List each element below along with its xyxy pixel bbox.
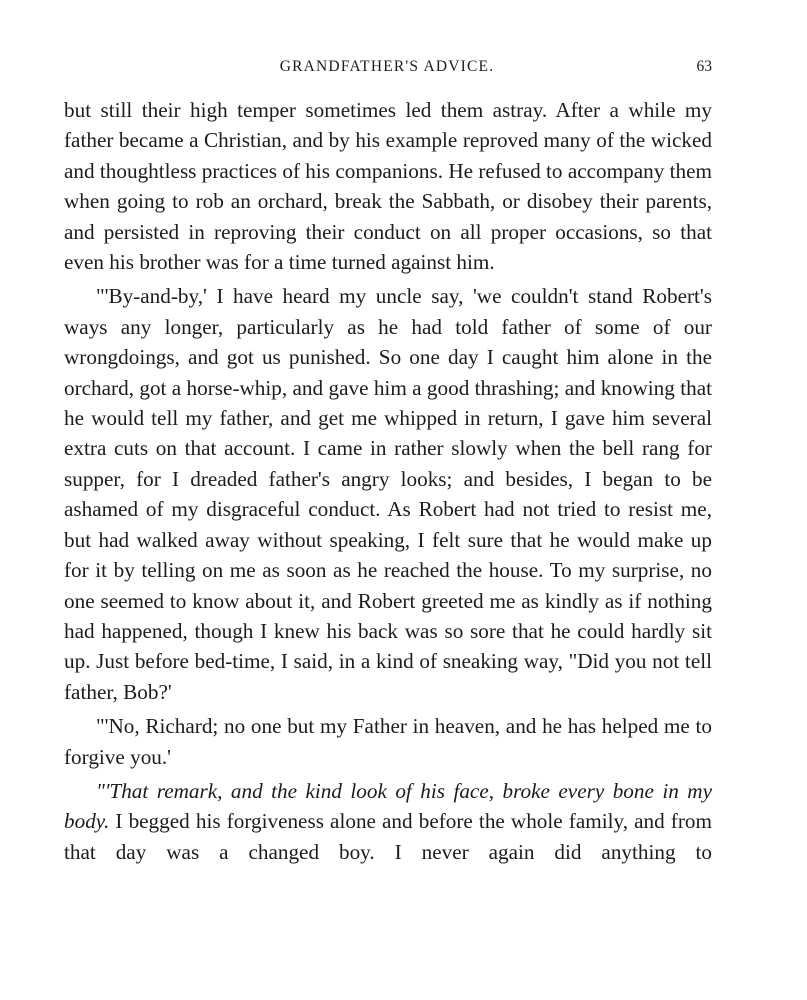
paragraph-4 bbox=[64, 776, 712, 867]
body-text bbox=[64, 95, 712, 871]
page-number: 63 bbox=[696, 58, 712, 75]
paragraph-1: but still their high temper sometimes led them astray. After a while my father became a Christian, and by his example reproved many of the wicked and thoughtless practices of his companions. He refused to accompany them when going to rob an orchard, break the Sabbath, or disobey their parents, and persisted in reproving their conduct on all proper occasions, so that even his brother was for a time turned against him. bbox=[64, 98, 712, 275]
italic-quote: "'That remark, and the kind look of his face, broke every bone in my body. bbox=[64, 778, 712, 834]
paragraph-2: "'By-and-by,' I have heard my uncle say, 'we couldn't stand Robert's ways any longer, particularly as he had told father of some of our wrongdoings, and got us punished. So one day I caught him alone in the orchard, got a horse-whip, and gave him a good thrashing; and knowing that he would tell my father, and get me whipped in return, I gave him several extra cuts on that account. I came in rather slowly when the bell rang for supper, for I dreaded father's angry looks; and besides, I began to be ashamed of my disgraceful conduct. As Robert had not tried to resist me, but had walked away without speaking, I felt sure that he would make up for it by telling on me as soon as he reached the house. To my surprise, no one seemed to know about it, and Robert greeted me as kindly as if nothing had happened, though I knew his back was so sore that he could hardly sit up. Just before bed-time, I said, in a kind of sneaking way, "Did you not tell father, Bob?' bbox=[64, 284, 712, 704]
running-head bbox=[62, 58, 712, 82]
paragraph-4-continuation: I begged his forgiveness alone and before the whole family, and from that day was a changed boy. I never again did anything to bbox=[64, 809, 712, 864]
running-title: GRANDFATHER'S ADVICE. bbox=[279, 58, 495, 75]
paragraph-3: "'No, Richard; no one but my Father in heaven, and he has helped me to forgive you.' bbox=[64, 714, 712, 769]
